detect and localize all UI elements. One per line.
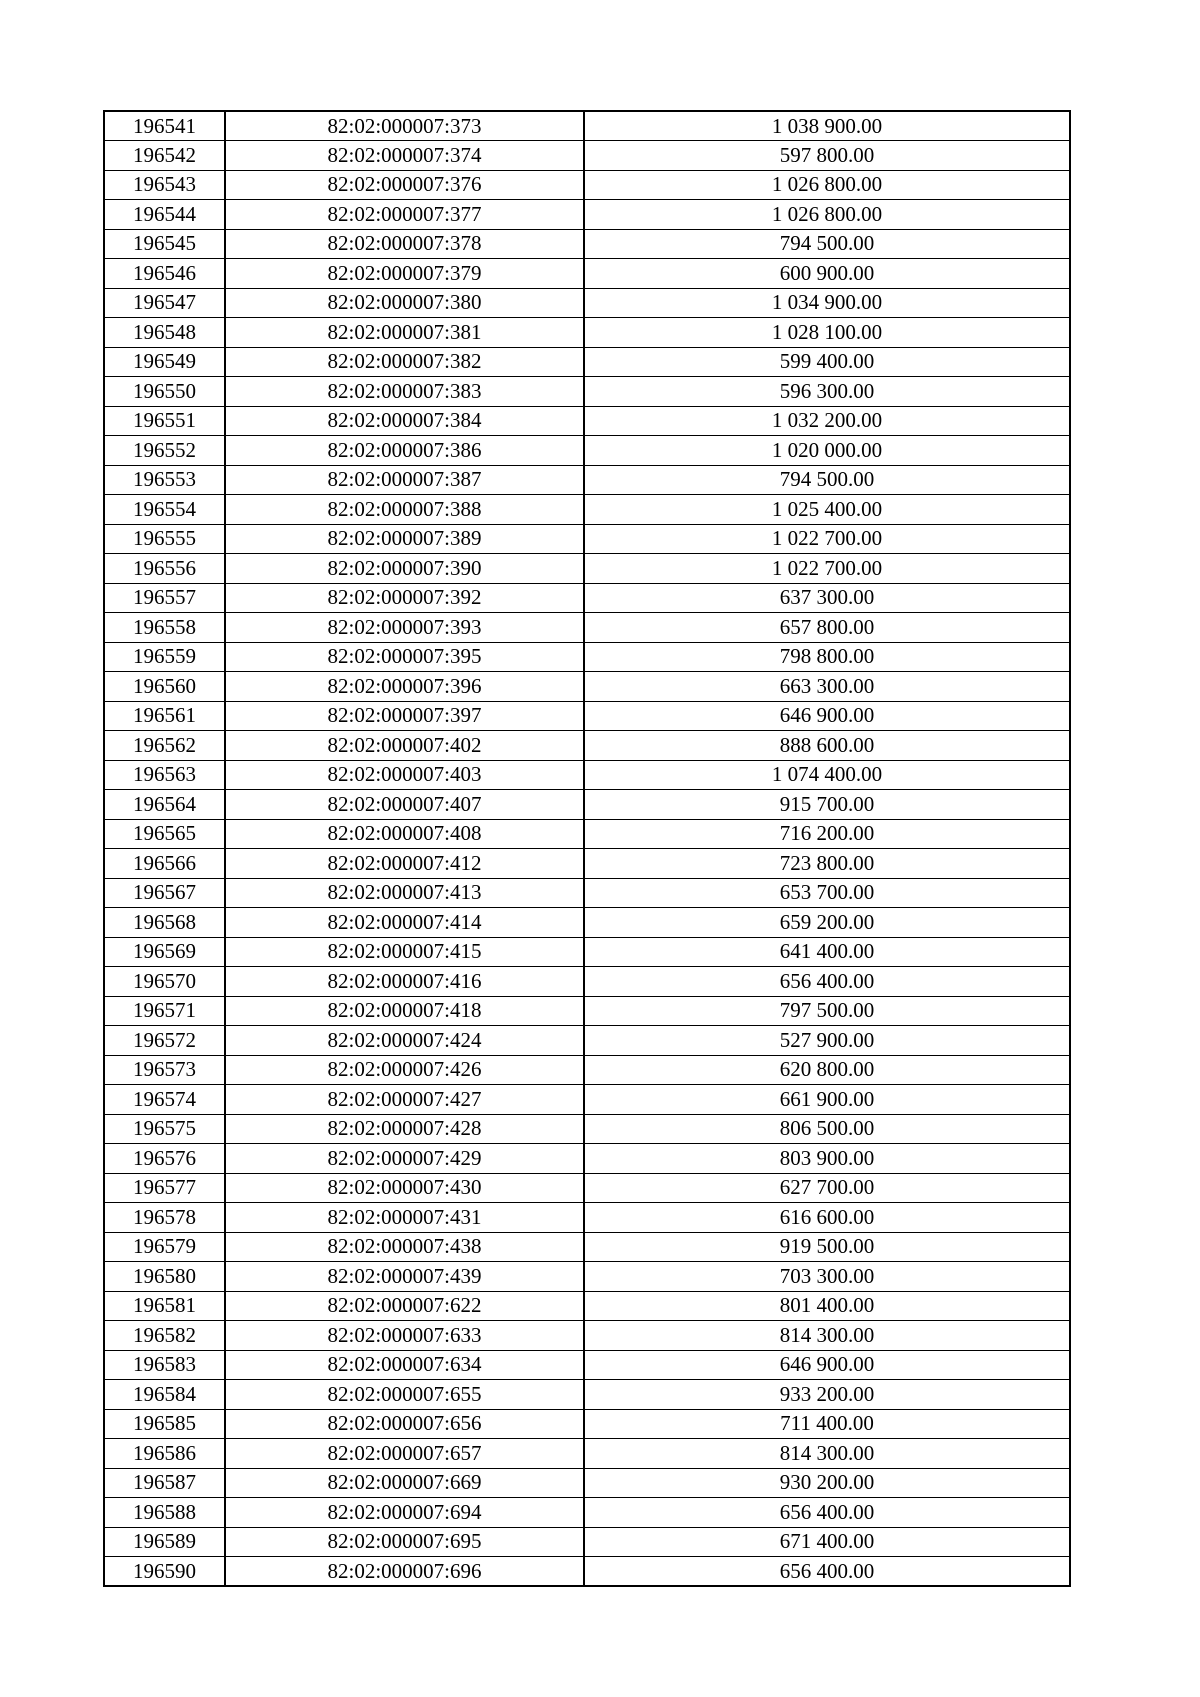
value-cell: 656 400.00 [584, 967, 1070, 997]
row-number-cell: 196565 [104, 819, 225, 849]
cadastral-number-cell: 82:02:000007:376 [225, 170, 584, 200]
cadastral-number-cell: 82:02:000007:388 [225, 495, 584, 525]
value-cell: 616 600.00 [584, 1203, 1070, 1233]
table-row [104, 937, 1070, 967]
row-number-cell: 196562 [104, 731, 225, 761]
value-cell: 627 700.00 [584, 1173, 1070, 1203]
cadastral-number-cell: 82:02:000007:429 [225, 1144, 584, 1174]
cadastral-number-cell: 82:02:000007:430 [225, 1173, 584, 1203]
cadastral-number-cell: 82:02:000007:377 [225, 200, 584, 230]
row-number-cell: 196561 [104, 701, 225, 731]
row-number-cell: 196559 [104, 642, 225, 672]
table-row [104, 642, 1070, 672]
table-row [104, 1527, 1070, 1557]
value-cell: 1 034 900.00 [584, 288, 1070, 318]
value-cell: 656 400.00 [584, 1498, 1070, 1528]
data-table [103, 110, 1071, 1587]
value-cell: 657 800.00 [584, 613, 1070, 643]
value-cell: 663 300.00 [584, 672, 1070, 702]
value-cell: 1 026 800.00 [584, 170, 1070, 200]
row-number-cell: 196586 [104, 1439, 225, 1469]
row-number-cell: 196587 [104, 1468, 225, 1498]
row-number-cell: 196570 [104, 967, 225, 997]
cadastral-number-cell: 82:02:000007:634 [225, 1350, 584, 1380]
value-cell: 1 022 700.00 [584, 554, 1070, 584]
cadastral-number-cell: 82:02:000007:428 [225, 1114, 584, 1144]
value-cell: 656 400.00 [584, 1557, 1070, 1587]
value-cell: 716 200.00 [584, 819, 1070, 849]
row-number-cell: 196568 [104, 908, 225, 938]
row-number-cell: 196558 [104, 613, 225, 643]
cadastral-number-cell: 82:02:000007:431 [225, 1203, 584, 1233]
cadastral-number-cell: 82:02:000007:407 [225, 790, 584, 820]
table-row [104, 1409, 1070, 1439]
row-number-cell: 196564 [104, 790, 225, 820]
cadastral-number-cell: 82:02:000007:438 [225, 1232, 584, 1262]
row-number-cell: 196545 [104, 229, 225, 259]
row-number-cell: 196572 [104, 1026, 225, 1056]
cadastral-number-cell: 82:02:000007:396 [225, 672, 584, 702]
table-body [104, 111, 1070, 1586]
cadastral-number-cell: 82:02:000007:414 [225, 908, 584, 938]
table-row [104, 141, 1070, 171]
table-row [104, 465, 1070, 495]
row-number-cell: 196589 [104, 1527, 225, 1557]
value-cell: 597 800.00 [584, 141, 1070, 171]
table-row [104, 1232, 1070, 1262]
value-cell: 620 800.00 [584, 1055, 1070, 1085]
table-row [104, 849, 1070, 879]
row-number-cell: 196584 [104, 1380, 225, 1410]
table-row [104, 436, 1070, 466]
cadastral-number-cell: 82:02:000007:413 [225, 878, 584, 908]
row-number-cell: 196588 [104, 1498, 225, 1528]
value-cell: 653 700.00 [584, 878, 1070, 908]
cadastral-number-cell: 82:02:000007:381 [225, 318, 584, 348]
row-number-cell: 196556 [104, 554, 225, 584]
value-cell: 646 900.00 [584, 1350, 1070, 1380]
table-row [104, 1498, 1070, 1528]
value-cell: 659 200.00 [584, 908, 1070, 938]
value-cell: 527 900.00 [584, 1026, 1070, 1056]
cadastral-number-cell: 82:02:000007:374 [225, 141, 584, 171]
table-row [104, 1173, 1070, 1203]
value-cell: 703 300.00 [584, 1262, 1070, 1292]
row-number-cell: 196577 [104, 1173, 225, 1203]
value-cell: 1 028 100.00 [584, 318, 1070, 348]
cadastral-number-cell: 82:02:000007:439 [225, 1262, 584, 1292]
row-number-cell: 196547 [104, 288, 225, 318]
value-cell: 798 800.00 [584, 642, 1070, 672]
value-cell: 797 500.00 [584, 996, 1070, 1026]
cadastral-number-cell: 82:02:000007:633 [225, 1321, 584, 1351]
row-number-cell: 196581 [104, 1291, 225, 1321]
cadastral-number-cell: 82:02:000007:424 [225, 1026, 584, 1056]
row-number-cell: 196585 [104, 1409, 225, 1439]
cadastral-number-cell: 82:02:000007:416 [225, 967, 584, 997]
table-row [104, 967, 1070, 997]
value-cell: 671 400.00 [584, 1527, 1070, 1557]
cadastral-number-cell: 82:02:000007:393 [225, 613, 584, 643]
value-cell: 814 300.00 [584, 1321, 1070, 1351]
row-number-cell: 196563 [104, 760, 225, 790]
table-row [104, 819, 1070, 849]
row-number-cell: 196576 [104, 1144, 225, 1174]
row-number-cell: 196555 [104, 524, 225, 554]
cadastral-number-cell: 82:02:000007:380 [225, 288, 584, 318]
value-cell: 1 038 900.00 [584, 111, 1070, 141]
table-row [104, 996, 1070, 1026]
value-cell: 806 500.00 [584, 1114, 1070, 1144]
table-row [104, 524, 1070, 554]
table-row [104, 111, 1070, 141]
cadastral-number-cell: 82:02:000007:694 [225, 1498, 584, 1528]
value-cell: 933 200.00 [584, 1380, 1070, 1410]
value-cell: 814 300.00 [584, 1439, 1070, 1469]
cadastral-number-cell: 82:02:000007:412 [225, 849, 584, 879]
value-cell: 711 400.00 [584, 1409, 1070, 1439]
row-number-cell: 196580 [104, 1262, 225, 1292]
row-number-cell: 196579 [104, 1232, 225, 1262]
value-cell: 600 900.00 [584, 259, 1070, 289]
row-number-cell: 196552 [104, 436, 225, 466]
row-number-cell: 196542 [104, 141, 225, 171]
cadastral-number-cell: 82:02:000007:389 [225, 524, 584, 554]
table-row [104, 908, 1070, 938]
row-number-cell: 196548 [104, 318, 225, 348]
cadastral-number-cell: 82:02:000007:622 [225, 1291, 584, 1321]
value-cell: 641 400.00 [584, 937, 1070, 967]
row-number-cell: 196553 [104, 465, 225, 495]
value-cell: 888 600.00 [584, 731, 1070, 761]
table-row [104, 377, 1070, 407]
value-cell: 1 020 000.00 [584, 436, 1070, 466]
row-number-cell: 196554 [104, 495, 225, 525]
cadastral-number-cell: 82:02:000007:415 [225, 937, 584, 967]
table-row [104, 1114, 1070, 1144]
cadastral-number-cell: 82:02:000007:395 [225, 642, 584, 672]
cadastral-number-cell: 82:02:000007:383 [225, 377, 584, 407]
table-row [104, 701, 1070, 731]
row-number-cell: 196573 [104, 1055, 225, 1085]
table-row [104, 1380, 1070, 1410]
value-cell: 801 400.00 [584, 1291, 1070, 1321]
value-cell: 915 700.00 [584, 790, 1070, 820]
value-cell: 1 025 400.00 [584, 495, 1070, 525]
value-cell: 803 900.00 [584, 1144, 1070, 1174]
cadastral-number-cell: 82:02:000007:378 [225, 229, 584, 259]
row-number-cell: 196567 [104, 878, 225, 908]
table-row [104, 229, 1070, 259]
value-cell: 661 900.00 [584, 1085, 1070, 1115]
row-number-cell: 196575 [104, 1114, 225, 1144]
row-number-cell: 196574 [104, 1085, 225, 1115]
table-row [104, 1321, 1070, 1351]
row-number-cell: 196550 [104, 377, 225, 407]
value-cell: 919 500.00 [584, 1232, 1070, 1262]
row-number-cell: 196549 [104, 347, 225, 377]
cadastral-number-cell: 82:02:000007:387 [225, 465, 584, 495]
table-row [104, 1262, 1070, 1292]
value-cell: 1 032 200.00 [584, 406, 1070, 436]
table-row [104, 1468, 1070, 1498]
row-number-cell: 196571 [104, 996, 225, 1026]
cadastral-number-cell: 82:02:000007:386 [225, 436, 584, 466]
cadastral-number-cell: 82:02:000007:655 [225, 1380, 584, 1410]
value-cell: 794 500.00 [584, 229, 1070, 259]
cadastral-number-cell: 82:02:000007:656 [225, 1409, 584, 1439]
row-number-cell: 196560 [104, 672, 225, 702]
table-row [104, 583, 1070, 613]
table-row [104, 878, 1070, 908]
cadastral-number-cell: 82:02:000007:402 [225, 731, 584, 761]
table-row [104, 1026, 1070, 1056]
value-cell: 646 900.00 [584, 701, 1070, 731]
cadastral-number-cell: 82:02:000007:403 [225, 760, 584, 790]
row-number-cell: 196546 [104, 259, 225, 289]
cadastral-number-cell: 82:02:000007:408 [225, 819, 584, 849]
row-number-cell: 196541 [104, 111, 225, 141]
row-number-cell: 196566 [104, 849, 225, 879]
cadastral-number-cell: 82:02:000007:427 [225, 1085, 584, 1115]
value-cell: 794 500.00 [584, 465, 1070, 495]
row-number-cell: 196569 [104, 937, 225, 967]
table-row [104, 318, 1070, 348]
cadastral-number-cell: 82:02:000007:426 [225, 1055, 584, 1085]
cadastral-number-cell: 82:02:000007:390 [225, 554, 584, 584]
value-cell: 596 300.00 [584, 377, 1070, 407]
table-row [104, 170, 1070, 200]
cadastral-number-cell: 82:02:000007:657 [225, 1439, 584, 1469]
table-row [104, 347, 1070, 377]
value-cell: 723 800.00 [584, 849, 1070, 879]
value-cell: 1 074 400.00 [584, 760, 1070, 790]
row-number-cell: 196557 [104, 583, 225, 613]
table-row [104, 613, 1070, 643]
value-cell: 1 022 700.00 [584, 524, 1070, 554]
table-row [104, 790, 1070, 820]
cadastral-number-cell: 82:02:000007:696 [225, 1557, 584, 1587]
row-number-cell: 196583 [104, 1350, 225, 1380]
table-row [104, 554, 1070, 584]
table-row [104, 1557, 1070, 1587]
row-number-cell: 196590 [104, 1557, 225, 1587]
table-row [104, 1144, 1070, 1174]
value-cell: 637 300.00 [584, 583, 1070, 613]
row-number-cell: 196544 [104, 200, 225, 230]
table-row [104, 200, 1070, 230]
cadastral-number-cell: 82:02:000007:382 [225, 347, 584, 377]
row-number-cell: 196582 [104, 1321, 225, 1351]
table-row [104, 760, 1070, 790]
table-row [104, 495, 1070, 525]
table-row [104, 288, 1070, 318]
cadastral-number-cell: 82:02:000007:669 [225, 1468, 584, 1498]
cadastral-number-cell: 82:02:000007:392 [225, 583, 584, 613]
cadastral-number-cell: 82:02:000007:418 [225, 996, 584, 1026]
table-row [104, 731, 1070, 761]
table-row [104, 1055, 1070, 1085]
row-number-cell: 196543 [104, 170, 225, 200]
cadastral-number-cell: 82:02:000007:695 [225, 1527, 584, 1557]
row-number-cell: 196578 [104, 1203, 225, 1233]
table-row [104, 1085, 1070, 1115]
table-row [104, 1439, 1070, 1469]
table-row [104, 259, 1070, 289]
row-number-cell: 196551 [104, 406, 225, 436]
value-cell: 930 200.00 [584, 1468, 1070, 1498]
cadastral-number-cell: 82:02:000007:379 [225, 259, 584, 289]
table-row [104, 672, 1070, 702]
table-row [104, 406, 1070, 436]
table-row [104, 1203, 1070, 1233]
value-cell: 1 026 800.00 [584, 200, 1070, 230]
cadastral-number-cell: 82:02:000007:373 [225, 111, 584, 141]
table-row [104, 1350, 1070, 1380]
table-row [104, 1291, 1070, 1321]
value-cell: 599 400.00 [584, 347, 1070, 377]
cadastral-number-cell: 82:02:000007:384 [225, 406, 584, 436]
cadastral-number-cell: 82:02:000007:397 [225, 701, 584, 731]
